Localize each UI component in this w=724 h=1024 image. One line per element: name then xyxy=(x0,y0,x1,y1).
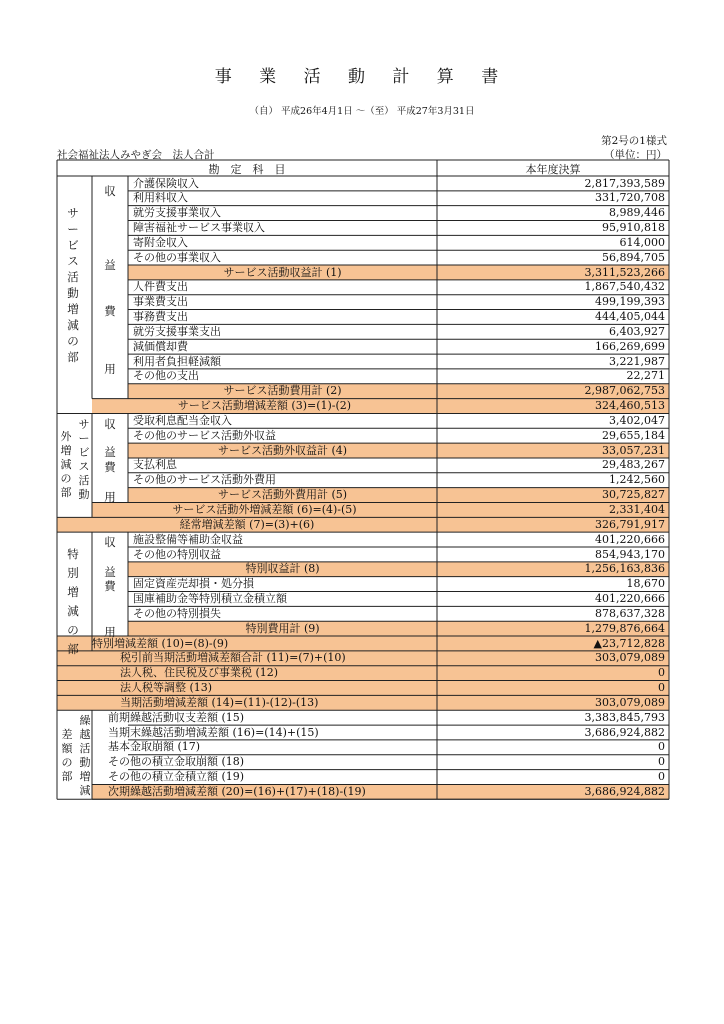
row-label: 受取利息配当金収入 xyxy=(133,413,232,427)
row-amount: 30,725,827 xyxy=(602,488,665,502)
row-amount: 444,405,044 xyxy=(595,310,665,324)
row-amount: 331,720,708 xyxy=(595,191,665,205)
section-char: ビ xyxy=(67,238,79,252)
section-char: ス xyxy=(78,460,90,473)
row-amount: 95,910,818 xyxy=(602,221,665,235)
section-char: ー xyxy=(78,432,90,445)
row-label: 障害福祉サービス事業収入 xyxy=(133,221,265,235)
section-char: 減 xyxy=(67,318,79,332)
row-label: その他の特別収益 xyxy=(133,547,221,561)
section-char: 動 xyxy=(67,286,79,300)
section-char: 特 xyxy=(67,547,79,561)
row-label: 事務費支出 xyxy=(133,310,188,324)
section-char: 減 xyxy=(60,458,72,471)
section-char: の xyxy=(67,334,79,348)
row-label: 特別増減差額 (10)=(8)-(9) xyxy=(92,636,229,650)
row-label: 基本金取崩額 (17) xyxy=(108,740,201,754)
row-label: その他の積立金取崩額 (18) xyxy=(108,755,245,769)
row-amount: 56,894,705 xyxy=(602,250,665,264)
section-char: 部 xyxy=(61,770,73,783)
row-amount: 499,199,393 xyxy=(595,295,665,309)
row-label: 固定資産売却損・処分損 xyxy=(133,577,254,591)
row-label: 法人税、住民税及び事業税 (12) xyxy=(120,666,279,680)
row-label: サービス活動増減差額 (3)=(1)-(2) xyxy=(177,399,352,413)
section-char: の xyxy=(67,623,79,637)
row-label: 税引前当期活動増減差額合計 (11)=(7)+(10) xyxy=(120,651,346,665)
row-amount: 2,817,393,589 xyxy=(584,176,665,190)
row-label: 次期繰越活動増減差額 (20)=(16)+(17)+(18)-(19) xyxy=(108,784,366,798)
row-amount: 8,989,446 xyxy=(609,206,665,220)
row-amount: 29,655,184 xyxy=(602,428,665,442)
row-label: 人件費支出 xyxy=(133,280,188,294)
row-label: その他のサービス活動外収益 xyxy=(133,428,276,442)
row-amount: 3,686,924,882 xyxy=(584,784,665,798)
row-label: 前期繰越活動収支差額 (15) xyxy=(108,710,245,724)
row-label: サービス活動外費用計 (5) xyxy=(217,488,348,502)
row-amount: 303,079,089 xyxy=(595,651,665,665)
row-amount: 22,271 xyxy=(626,369,665,383)
row-amount: 3,402,047 xyxy=(609,413,665,427)
row-amount: 1,242,560 xyxy=(609,473,665,487)
row-amount: 878,637,328 xyxy=(595,606,665,620)
sublabel-special-income-2: 益 xyxy=(104,565,116,579)
organization-name: 社会福祉法人みやぎ会 法人合計 xyxy=(57,149,215,161)
row-amount: 303,079,089 xyxy=(595,695,665,709)
row-label: その他の支出 xyxy=(133,369,199,383)
row-amount: 3,686,924,882 xyxy=(584,725,665,739)
sublabel-income-2: 益 xyxy=(104,258,116,272)
row-label: 利用者負担軽減額 xyxy=(133,354,221,368)
section-char: 部 xyxy=(60,486,72,499)
sublabel-nonservice-expense-2: 用 xyxy=(104,490,116,504)
section-char: の xyxy=(60,472,72,485)
row-amount: 1,279,876,664 xyxy=(584,621,665,635)
section-char: 増 xyxy=(67,302,79,316)
row-amount: 6,403,927 xyxy=(609,324,665,338)
row-label: 特別費用計 (9) xyxy=(245,621,320,635)
row-label: 事業費支出 xyxy=(133,295,188,309)
form-number: 第2号の1様式 xyxy=(601,135,667,147)
section-char: 活 xyxy=(78,474,90,487)
section-char: 越 xyxy=(79,728,91,741)
section-char: 増 xyxy=(60,444,72,457)
row-label: サービス活動収益計 (1) xyxy=(223,265,342,279)
section-service xyxy=(62,205,84,365)
section-char: の xyxy=(61,756,73,769)
row-label: 法人税等調整 (13) xyxy=(120,681,213,695)
row-amount: 2,331,404 xyxy=(609,502,665,516)
row-amount: 0 xyxy=(658,740,665,754)
header-account: 勘 定 科 目 xyxy=(208,163,286,176)
section-char: 繰 xyxy=(79,714,91,727)
row-amount: 3,383,845,793 xyxy=(584,710,665,724)
section-special xyxy=(62,545,84,659)
row-amount: 854,943,170 xyxy=(595,547,665,561)
section-char: 差 xyxy=(61,728,73,741)
row-label: 国庫補助金等特別積立金積立額 xyxy=(133,592,287,606)
row-amount: 18,670 xyxy=(626,577,665,591)
row-amount: 0 xyxy=(658,681,665,695)
row-amount: 2,987,062,753 xyxy=(584,384,665,398)
row-label: 寄附金収入 xyxy=(133,235,188,249)
row-label: 当期活動増減差額 (14)=(11)-(12)-(13) xyxy=(120,695,319,709)
unit-label: （単位：円） xyxy=(604,149,667,161)
sublabel-special-income-1: 収 xyxy=(104,535,116,549)
row-label: 減価償却費 xyxy=(133,339,188,353)
sublabel-nonservice-income-1: 収 xyxy=(104,417,116,431)
row-amount: 33,057,231 xyxy=(602,443,665,457)
sublabel-nonservice-expense-1: 費 xyxy=(104,460,116,474)
row-amount: 3,221,987 xyxy=(609,354,665,368)
row-amount: 401,220,666 xyxy=(595,532,665,546)
row-amount: 29,483,267 xyxy=(602,458,665,472)
section-char: 活 xyxy=(79,742,91,755)
row-label: 就労支援事業収入 xyxy=(133,206,221,220)
row-label: 特別収益計 (8) xyxy=(245,562,320,576)
row-amount: 1,867,540,432 xyxy=(584,280,665,294)
row-amount: 324,460,513 xyxy=(595,399,665,413)
row-label: 支払利息 xyxy=(133,458,177,472)
document-title: 事 業 活 動 計 算 書 xyxy=(214,67,510,87)
section-char: ビ xyxy=(78,446,90,459)
section-char: 増 xyxy=(79,770,91,783)
row-amount: 614,000 xyxy=(619,235,665,249)
row-label: サービス活動外収益計 (4) xyxy=(217,443,348,457)
sublabel-special-expense-1: 費 xyxy=(104,579,116,593)
row-label: 介護保険収入 xyxy=(133,176,199,190)
row-amount: 0 xyxy=(658,770,665,784)
section-char: ス xyxy=(67,254,79,268)
row-label: その他の事業収入 xyxy=(133,250,221,264)
row-label: 施設整備等補助金収益 xyxy=(133,532,243,546)
sublabel-expense-2: 用 xyxy=(104,362,116,376)
row-amount: 3,311,523,266 xyxy=(584,265,665,279)
row-label: その他の積立金積立額 (19) xyxy=(108,770,245,784)
row-amount: 166,269,699 xyxy=(595,339,665,353)
row-amount: 1,256,163,836 xyxy=(584,562,665,576)
row-label: 当期末繰越活動増減差額 (16)=(14)+(15) xyxy=(108,725,319,739)
row-amount: ▲23,712,828 xyxy=(593,636,665,650)
sublabel-nonservice-income-2: 益 xyxy=(104,445,116,459)
section-char: サ xyxy=(67,206,79,220)
section-char: 額 xyxy=(61,742,73,755)
section-char: 減 xyxy=(67,604,79,618)
row-label: サービス活動費用計 (2) xyxy=(223,384,342,398)
row-label: 利用料収入 xyxy=(133,191,188,205)
row-amount: 401,220,666 xyxy=(595,592,665,606)
row-label: 就労支援事業支出 xyxy=(133,324,221,338)
period: （自） 平成26年4月1日 〜（至） 平成27年3月31日 xyxy=(249,106,475,117)
sublabel-special-expense-2: 用 xyxy=(104,625,116,639)
sublabel-expense-1: 費 xyxy=(104,304,116,318)
section-char: 部 xyxy=(67,642,79,656)
section-char: 動 xyxy=(79,756,91,769)
section-char: ー xyxy=(67,222,79,236)
section-char: 動 xyxy=(78,488,90,501)
row-label: その他のサービス活動外費用 xyxy=(133,473,276,487)
section-char: 外 xyxy=(60,430,72,443)
section-char: 増 xyxy=(67,585,79,599)
row-amount: 0 xyxy=(658,755,665,769)
sublabel-income-1: 収 xyxy=(104,184,116,198)
row-label: 経常増減差額 (7)=(3)+(6) xyxy=(179,517,315,531)
header-current-year: 本年度決算 xyxy=(525,163,581,176)
section-char: 活 xyxy=(67,270,79,284)
row-amount: 326,791,917 xyxy=(595,517,665,531)
row-amount: 0 xyxy=(658,666,665,680)
row-label: その他の特別損失 xyxy=(133,606,221,620)
section-char: 部 xyxy=(67,350,79,364)
row-label: サービス活動外増減差額 (6)=(4)-(5) xyxy=(172,502,357,516)
section-char: 別 xyxy=(67,566,79,580)
section-char: 減 xyxy=(79,784,91,797)
section-char: サ xyxy=(78,418,90,431)
